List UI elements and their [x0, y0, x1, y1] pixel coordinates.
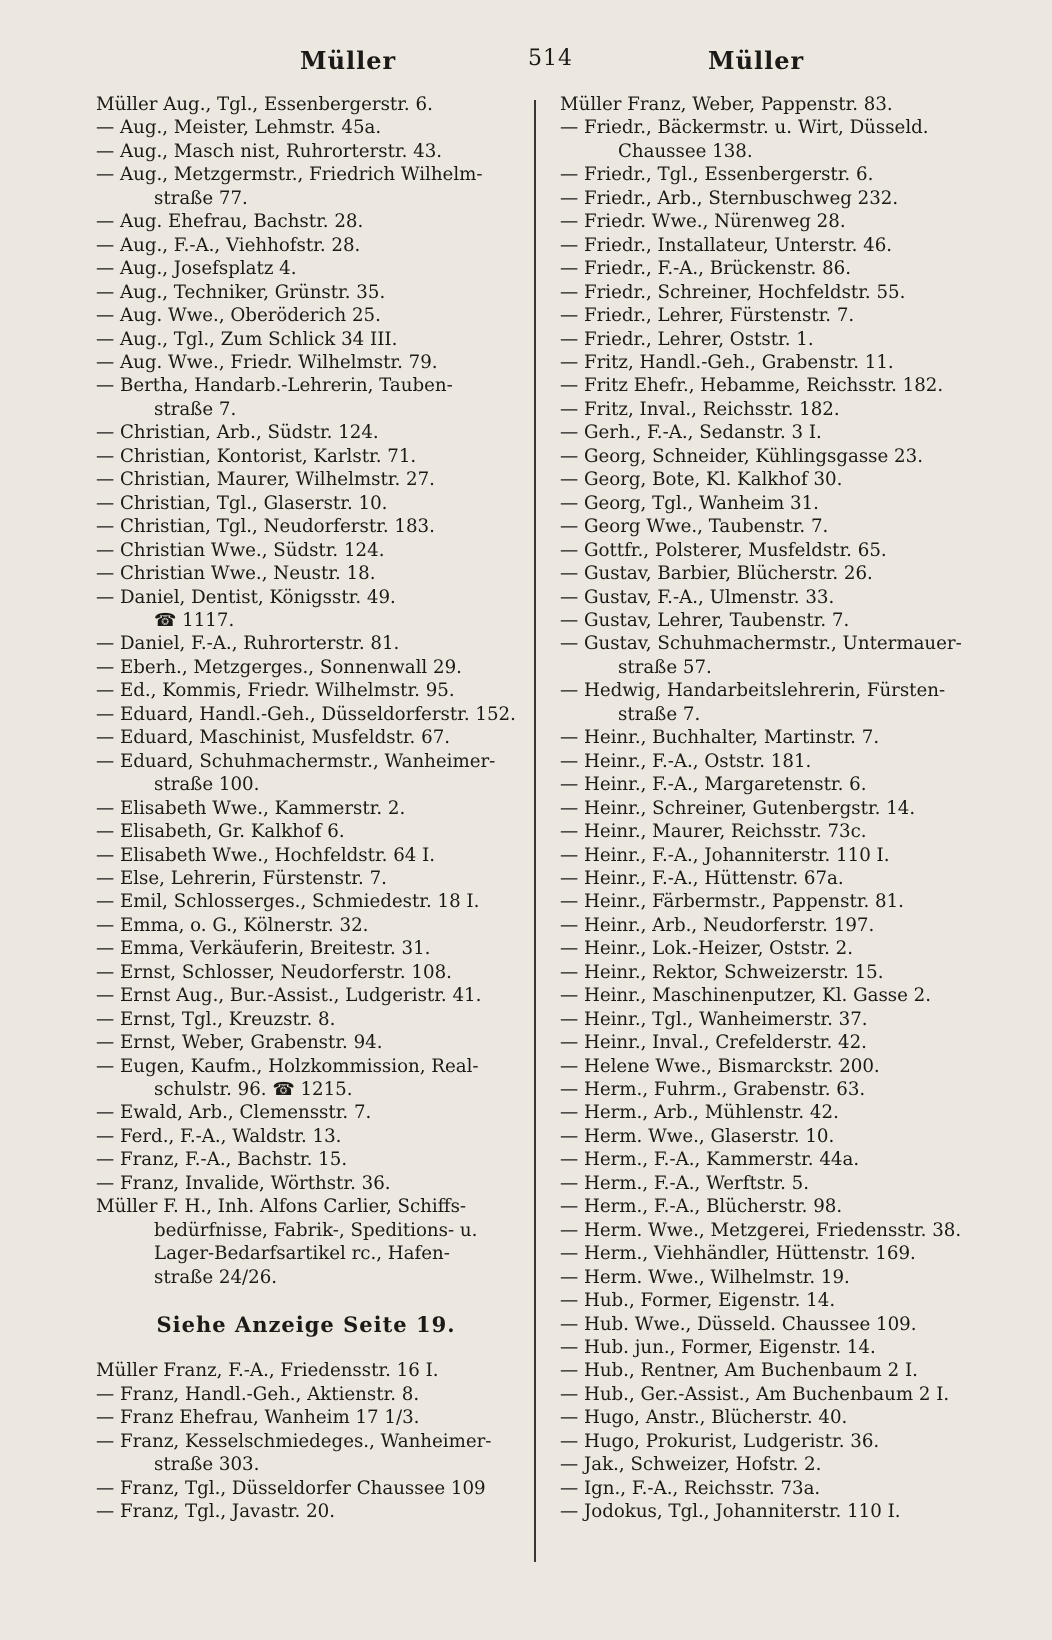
- directory-entry: — Heinr., Tgl., Wanheimerstr. 37.: [560, 1008, 868, 1030]
- directory-entry: — Heinr., Rektor, Schweizerstr. 15.: [560, 961, 884, 983]
- directory-entry: — Franz, Kesselschmiedeges., Wanheimer-: [96, 1430, 492, 1452]
- directory-entry: — Heinr., Buchhalter, Martinstr. 7.: [560, 727, 880, 749]
- directory-entry: — Aug., Josefsplatz 4.: [96, 258, 297, 280]
- directory-entry: — Franz, Tgl., Javastr. 20.: [96, 1501, 335, 1523]
- directory-entry: — Herm., Arb., Mühlenstr. 42.: [560, 1102, 839, 1124]
- directory-entry: — Aug. Ehefrau, Bachstr. 28.: [96, 211, 364, 233]
- directory-entry: — Franz, Handl.-Geh., Aktienstr. 8.: [96, 1383, 420, 1405]
- directory-entry: — Hub., Rentner, Am Buchenbaum 2 I.: [560, 1360, 918, 1382]
- directory-entry: — Daniel, F.-A., Ruhrorterstr. 81.: [96, 633, 400, 655]
- directory-entry: — Ferd., F.-A., Waldstr. 13.: [96, 1125, 342, 1147]
- column-divider: [534, 100, 536, 1562]
- directory-entry: — Hub., Ger.-Assist., Am Buchenbaum 2 I.: [560, 1383, 950, 1405]
- directory-entry: Müller Franz, Weber, Pappenstr. 83.: [560, 94, 893, 115]
- directory-entry: — Hedwig, Handarbeitslehrerin, Fürsten-: [560, 680, 946, 702]
- directory-entry: — Franz Ehefrau, Wanheim 17 1/3.: [96, 1407, 420, 1429]
- directory-entry: — Heinr., Maschinenputzer, Kl. Gasse 2.: [560, 985, 932, 1007]
- directory-entry: — Gustav, F.-A., Ulmenstr. 33.: [560, 586, 835, 608]
- directory-entry: — Gustav, Schuhmachermstr., Untermauer-: [560, 633, 962, 655]
- entry-continuation: [96, 187, 536, 210]
- directory-entry: — Herm., F.-A., Kammerstr. 44a.: [560, 1149, 860, 1171]
- directory-entry: — Aug., Metzgermstr., Friedrich Wilhelm-: [96, 164, 483, 186]
- entry-continuation: [96, 1266, 536, 1289]
- directory-entry: — Ign., F.-A., Reichsstr. 73a.: [560, 1477, 821, 1499]
- directory-entry: — Elisabeth Wwe., Hochfeldstr. 64 I.: [96, 844, 436, 866]
- directory-entry: — Georg, Schneider, Kühlingsgasse 23.: [560, 445, 923, 467]
- directory-entry: — Christian Wwe., Südstr. 124.: [96, 539, 385, 561]
- directory-entry: — Hub., Former, Eigenstr. 14.: [560, 1290, 836, 1312]
- directory-entry: — Elisabeth Wwe., Kammerstr. 2.: [96, 797, 406, 819]
- directory-entry: — Heinr., Inval., Crefelderstr. 42.: [560, 1032, 867, 1054]
- directory-entry: — Jodokus, Tgl., Johanniterstr. 110 I.: [560, 1501, 901, 1523]
- directory-entry: — Heinr., Lok.-Heizer, Oststr. 2.: [560, 938, 853, 960]
- directory-entry: — Heinr., F.-A., Oststr. 181.: [560, 750, 812, 772]
- directory-entry: Müller Aug., Tgl., Essenbergerstr. 6.: [96, 94, 433, 115]
- directory-entry: — Ernst, Tgl., Kreuzstr. 8.: [96, 1008, 336, 1030]
- directory-entry: — Eberh., Metzgerges., Sonnenwall 29.: [96, 656, 462, 678]
- directory-entry: — Emma, Verkäuferin, Breitestr. 31.: [96, 938, 431, 960]
- entry-text: straße 77.: [154, 187, 248, 209]
- entry-continuation: [560, 656, 1004, 679]
- telephone-number: 1215.: [300, 1079, 353, 1101]
- entry-text: 1117.: [182, 609, 235, 631]
- entry-continuation: [96, 1242, 536, 1265]
- entry-continuation: [96, 609, 536, 632]
- header-right-name: Müller: [708, 46, 805, 75]
- directory-entry: — Jak., Schweizer, Hofstr. 2.: [560, 1454, 822, 1476]
- directory-entry: — Fritz Ehefr., Hebamme, Reichsstr. 182.: [560, 375, 944, 397]
- directory-entry: — Christian, Arb., Südstr. 124.: [96, 422, 379, 444]
- directory-entry: — Georg Wwe., Taubenstr. 7.: [560, 516, 829, 538]
- directory-entry: — Aug. Wwe., Friedr. Wilhelmstr. 79.: [96, 351, 438, 373]
- telephone-icon: ☎: [266, 1079, 301, 1101]
- entry-text: straße 24/26.: [154, 1266, 278, 1288]
- directory-entry: — Ernst Aug., Bur.-Assist., Ludgeristr. 41.: [96, 985, 482, 1007]
- directory-entry: — Franz, Invalide, Wörthstr. 36.: [96, 1172, 391, 1194]
- entry-text: straße 100.: [154, 774, 260, 796]
- directory-entry: — Eduard, Maschinist, Musfeldstr. 67.: [96, 727, 451, 749]
- directory-entry: — Friedr., Installateur, Unterstr. 46.: [560, 234, 893, 256]
- directory-entry: — Hub. Wwe., Düsseld. Chaussee 109.: [560, 1313, 917, 1335]
- telephone-icon: ☎: [154, 609, 183, 631]
- directory-entry: — Friedr. Wwe., Nürenweg 28.: [560, 211, 846, 233]
- advertisement-notice: Siehe Anzeige Seite 19.: [156, 1311, 456, 1337]
- directory-entry: — Ernst, Weber, Grabenstr. 94.: [96, 1032, 383, 1054]
- directory-entry: — Herm. Wwe., Glaserstr. 10.: [560, 1125, 835, 1147]
- directory-entry: — Franz, F.-A., Bachstr. 15.: [96, 1149, 348, 1171]
- directory-entry: — Friedr., Arb., Sternbuschweg 232.: [560, 187, 899, 209]
- entry-text: bedürfnisse, Fabrik-, Speditions- u.: [154, 1219, 478, 1241]
- entry-continuation: [560, 140, 1004, 163]
- header-left-name: Müller: [300, 46, 397, 75]
- right-column: [560, 93, 1004, 1524]
- directory-entry: — Elisabeth, Gr. Kalkhof 6.: [96, 821, 345, 843]
- directory-entry: — Eduard, Handl.-Geh., Düsseldorferstr. 152.: [96, 703, 516, 725]
- directory-entry: — Franz, Tgl., Düsseldorfer Chaussee 109: [96, 1477, 486, 1499]
- directory-entry: — Herm., Fuhrm., Grabenstr. 63.: [560, 1079, 866, 1101]
- directory-entry: — Christian, Maurer, Wilhelmstr. 27.: [96, 469, 435, 491]
- directory-entry: — Fritz, Inval., Reichsstr. 182.: [560, 398, 840, 420]
- directory-entry: — Herm. Wwe., Wilhelmstr. 19.: [560, 1266, 850, 1288]
- directory-entry: — Else, Lehrerin, Fürstenstr. 7.: [96, 867, 387, 889]
- directory-entry: — Aug., Masch nist, Ruhrorterstr. 43.: [96, 140, 443, 162]
- directory-entry: — Hugo, Anstr., Blücherstr. 40.: [560, 1407, 848, 1429]
- entry-continuation: [560, 703, 1004, 726]
- entry-continuation: [96, 1453, 536, 1476]
- directory-entry: — Heinr., Arb., Neudorferstr. 197.: [560, 914, 875, 936]
- entry-text: straße 7.: [618, 703, 701, 725]
- directory-entry: — Eugen, Kaufm., Holzkommission, Real-: [96, 1055, 479, 1077]
- entry-text: straße 303.: [154, 1454, 260, 1476]
- directory-entry: — Heinr., Färbermstr., Pappenstr. 81.: [560, 891, 904, 913]
- directory-entry: — Heinr., F.-A., Hüttenstr. 67a.: [560, 867, 844, 889]
- entry-text: Chaussee 138.: [618, 140, 753, 162]
- entry-text: schulstr. 96.: [154, 1079, 267, 1101]
- directory-entry: — Gottfr., Polsterer, Musfeldstr. 65.: [560, 539, 887, 561]
- entry-text: Lager-Bedarfsartikel rc., Hafen-: [154, 1243, 450, 1265]
- directory-entry: — Fritz, Handl.-Geh., Grabenstr. 11.: [560, 351, 894, 373]
- directory-entry: — Friedr., Lehrer, Fürstenstr. 7.: [560, 305, 855, 327]
- directory-entry: — Gerh., F.-A., Sedanstr. 3 I.: [560, 422, 822, 444]
- directory-entry: — Ewald, Arb., Clemensstr. 7.: [96, 1102, 372, 1124]
- directory-entry: — Herm., F.-A., Blücherstr. 98.: [560, 1196, 843, 1218]
- directory-entry: — Heinr., Maurer, Reichsstr. 73c.: [560, 821, 867, 843]
- directory-entry: — Friedr., Bäckermstr. u. Wirt, Düsseld.: [560, 117, 929, 139]
- spacer: [96, 1289, 536, 1312]
- directory-entry: — Heinr., F.-A., Johanniterstr. 110 I.: [560, 844, 890, 866]
- directory-entry: — Gustav, Lehrer, Taubenstr. 7.: [560, 609, 850, 631]
- directory-entry: — Christian Wwe., Neustr. 18.: [96, 563, 376, 585]
- directory-entry: — Georg, Tgl., Wanheim 31.: [560, 492, 819, 514]
- entry-continuation: [96, 1078, 536, 1101]
- directory-entry: — Georg, Bote, Kl. Kalkhof 30.: [560, 469, 843, 491]
- page-number: 514: [528, 46, 573, 71]
- entry-continuation: [96, 1219, 536, 1242]
- directory-entry: — Daniel, Dentist, Königsstr. 49.: [96, 586, 396, 608]
- directory-entry: — Heinr., F.-A., Margaretenstr. 6.: [560, 774, 867, 796]
- directory-entry: — Friedr., F.-A., Brückenstr. 86.: [560, 258, 852, 280]
- directory-entry: — Christian, Kontorist, Karlstr. 71.: [96, 445, 417, 467]
- directory-entry: — Friedr., Schreiner, Hochfeldstr. 55.: [560, 281, 906, 303]
- directory-entry: — Hugo, Prokurist, Ludgeristr. 36.: [560, 1430, 880, 1452]
- directory-entry: — Aug., Tgl., Zum Schlick 34 III.: [96, 328, 398, 350]
- directory-entry: — Hub. jun., Former, Eigenstr. 14.: [560, 1337, 876, 1359]
- left-column: [96, 93, 536, 1524]
- directory-entry: — Helene Wwe., Bismarckstr. 200.: [560, 1055, 880, 1077]
- directory-entry: — Aug., Techniker, Grünstr. 35.: [96, 281, 386, 303]
- directory-entry: Müller Franz, F.-A., Friedensstr. 16 I.: [96, 1360, 439, 1382]
- directory-entry: — Herm., Viehhändler, Hüttenstr. 169.: [560, 1243, 916, 1265]
- directory-entry: — Gustav, Barbier, Blücherstr. 26.: [560, 563, 873, 585]
- entry-text: straße 7.: [154, 398, 237, 420]
- directory-entry: — Friedr., Lehrer, Oststr. 1.: [560, 328, 814, 350]
- entry-text: straße 57.: [618, 656, 712, 678]
- directory-entry: — Eduard, Schuhmachermstr., Wanheimer-: [96, 750, 496, 772]
- directory-entry: — Ed., Kommis, Friedr. Wilhelmstr. 95.: [96, 680, 455, 702]
- directory-entry: — Ernst, Schlosser, Neudorferstr. 108.: [96, 961, 452, 983]
- directory-entry: — Aug. Wwe., Oberöderich 25.: [96, 305, 381, 327]
- spacer: [96, 1336, 536, 1359]
- directory-entry: — Friedr., Tgl., Essenbergerstr. 6.: [560, 164, 874, 186]
- entry-continuation: [96, 773, 536, 796]
- directory-entry: — Aug., F.-A., Viehhofstr. 28.: [96, 234, 361, 256]
- directory-entry: — Emil, Schlosserges., Schmiedestr. 18 I.: [96, 891, 480, 913]
- directory-entry: — Aug., Meister, Lehmstr. 45a.: [96, 117, 382, 139]
- entry-continuation: [96, 398, 536, 421]
- directory-entry: — Bertha, Handarb.-Lehrerin, Tauben-: [96, 375, 453, 397]
- directory-entry: — Emma, o. G., Kölnerstr. 32.: [96, 914, 369, 936]
- directory-entry: — Christian, Tgl., Neudorferstr. 183.: [96, 516, 435, 538]
- directory-entry: Müller F. H., Inh. Alfons Carlier, Schiffs-: [96, 1196, 467, 1218]
- directory-entry: — Herm., F.-A., Werftstr. 5.: [560, 1172, 810, 1194]
- directory-entry: — Christian, Tgl., Glaserstr. 10.: [96, 492, 388, 514]
- directory-entry: — Herm. Wwe., Metzgerei, Friedensstr. 38.: [560, 1219, 962, 1241]
- directory-entry: — Heinr., Schreiner, Gutenbergstr. 14.: [560, 797, 916, 819]
